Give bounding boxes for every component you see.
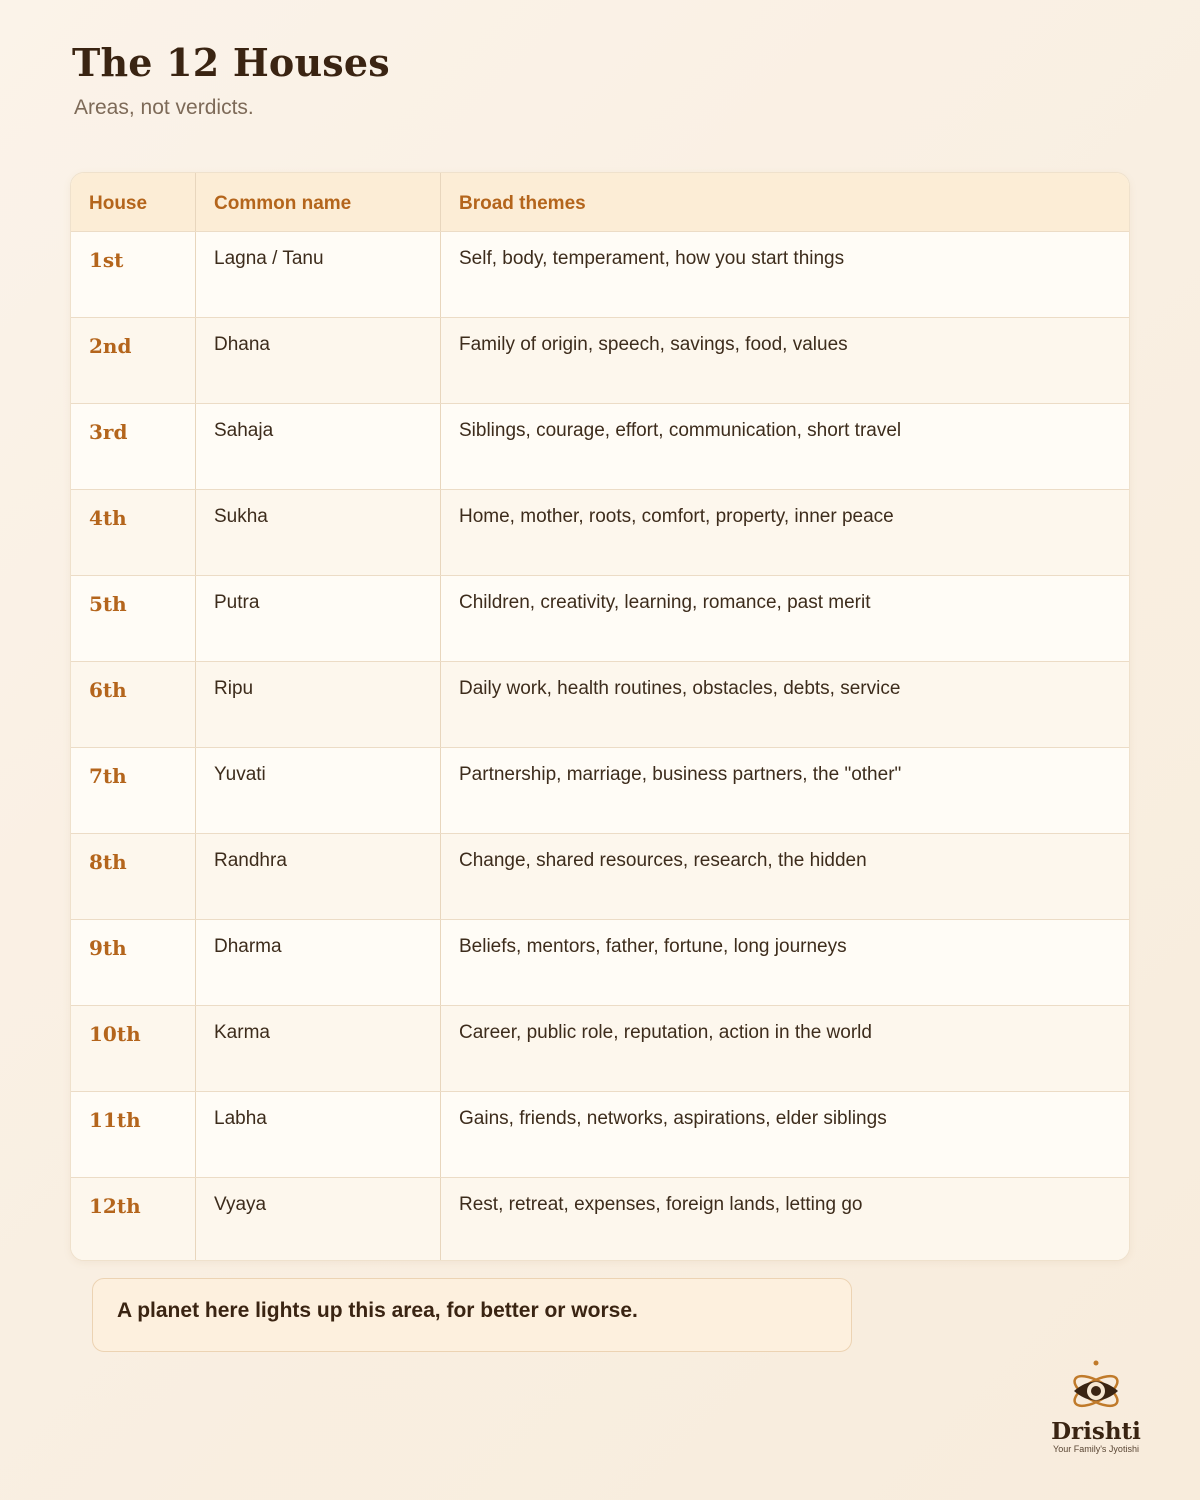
house-number: 9th	[71, 920, 196, 1005]
houses-table	[70, 172, 1130, 1261]
house-number: 11th	[71, 1092, 196, 1177]
table-row	[71, 1177, 1129, 1261]
page-subtitle: Areas, not verdicts.	[74, 96, 254, 119]
common-name: Karma	[196, 1006, 441, 1091]
table-row	[71, 403, 1129, 489]
table-row	[71, 919, 1129, 1005]
common-name: Ripu	[196, 662, 441, 747]
footnote-callout: A planet here lights up this area, for better or worse.	[92, 1278, 852, 1352]
table-row	[71, 1091, 1129, 1177]
common-name: Lagna / Tanu	[196, 232, 441, 317]
common-name: Vyaya	[196, 1178, 441, 1261]
broad-themes: Self, body, temperament, how you start things	[459, 248, 845, 269]
broad-themes: Beliefs, mentors, father, fortune, long journeys	[459, 936, 847, 957]
column-header-common-name: Common name	[196, 173, 441, 231]
house-number: 3rd	[71, 404, 196, 489]
broad-themes: Change, shared resources, research, the hidden	[459, 850, 867, 871]
table-body	[71, 231, 1129, 1261]
house-number: 6th	[71, 662, 196, 747]
table-row	[71, 489, 1129, 575]
house-number: 8th	[71, 834, 196, 919]
house-number: 10th	[71, 1006, 196, 1091]
table-row	[71, 317, 1129, 403]
broad-themes: Daily work, health routines, obstacles, debts, service	[459, 678, 901, 699]
common-name: Sukha	[196, 490, 441, 575]
table-row	[71, 747, 1129, 833]
common-name: Dharma	[196, 920, 441, 1005]
common-name: Randhra	[196, 834, 441, 919]
house-number: 12th	[71, 1178, 196, 1261]
brand-name: Drishti	[1051, 1418, 1141, 1445]
brand-tagline: Your Family's Jyotishi	[1053, 1444, 1139, 1454]
column-header-house: House	[71, 173, 196, 231]
table-header-row	[71, 173, 1129, 231]
broad-themes: Home, mother, roots, comfort, property, inner peace	[459, 506, 894, 527]
table-row	[71, 833, 1129, 919]
broad-themes: Children, creativity, learning, romance, past merit	[459, 592, 871, 613]
broad-themes: Siblings, courage, effort, communication, short travel	[459, 420, 902, 441]
house-number: 5th	[71, 576, 196, 661]
broad-themes: Gains, friends, networks, aspirations, elder siblings	[459, 1108, 887, 1129]
table-row	[71, 1005, 1129, 1091]
broad-themes: Family of origin, speech, savings, food, values	[459, 334, 848, 355]
common-name: Dhana	[196, 318, 441, 403]
common-name: Putra	[196, 576, 441, 661]
house-number: 2nd	[71, 318, 196, 403]
common-name: Labha	[196, 1092, 441, 1177]
house-number: 4th	[71, 490, 196, 575]
table-row	[71, 575, 1129, 661]
house-number: 1st	[71, 232, 196, 317]
table-row	[71, 231, 1129, 317]
common-name: Sahaja	[196, 404, 441, 489]
brand-logo	[1050, 1358, 1142, 1463]
broad-themes: Partnership, marriage, business partners, the "other"	[459, 764, 902, 785]
page-title: The 12 Houses	[72, 40, 390, 85]
column-header-broad-themes: Broad themes	[459, 193, 586, 214]
common-name: Yuvati	[196, 748, 441, 833]
broad-themes: Career, public role, reputation, action in the world	[459, 1022, 872, 1043]
table-row	[71, 661, 1129, 747]
broad-themes: Rest, retreat, expenses, foreign lands, letting go	[459, 1194, 863, 1215]
house-number: 7th	[71, 748, 196, 833]
eye-atom-icon	[1068, 1358, 1124, 1418]
